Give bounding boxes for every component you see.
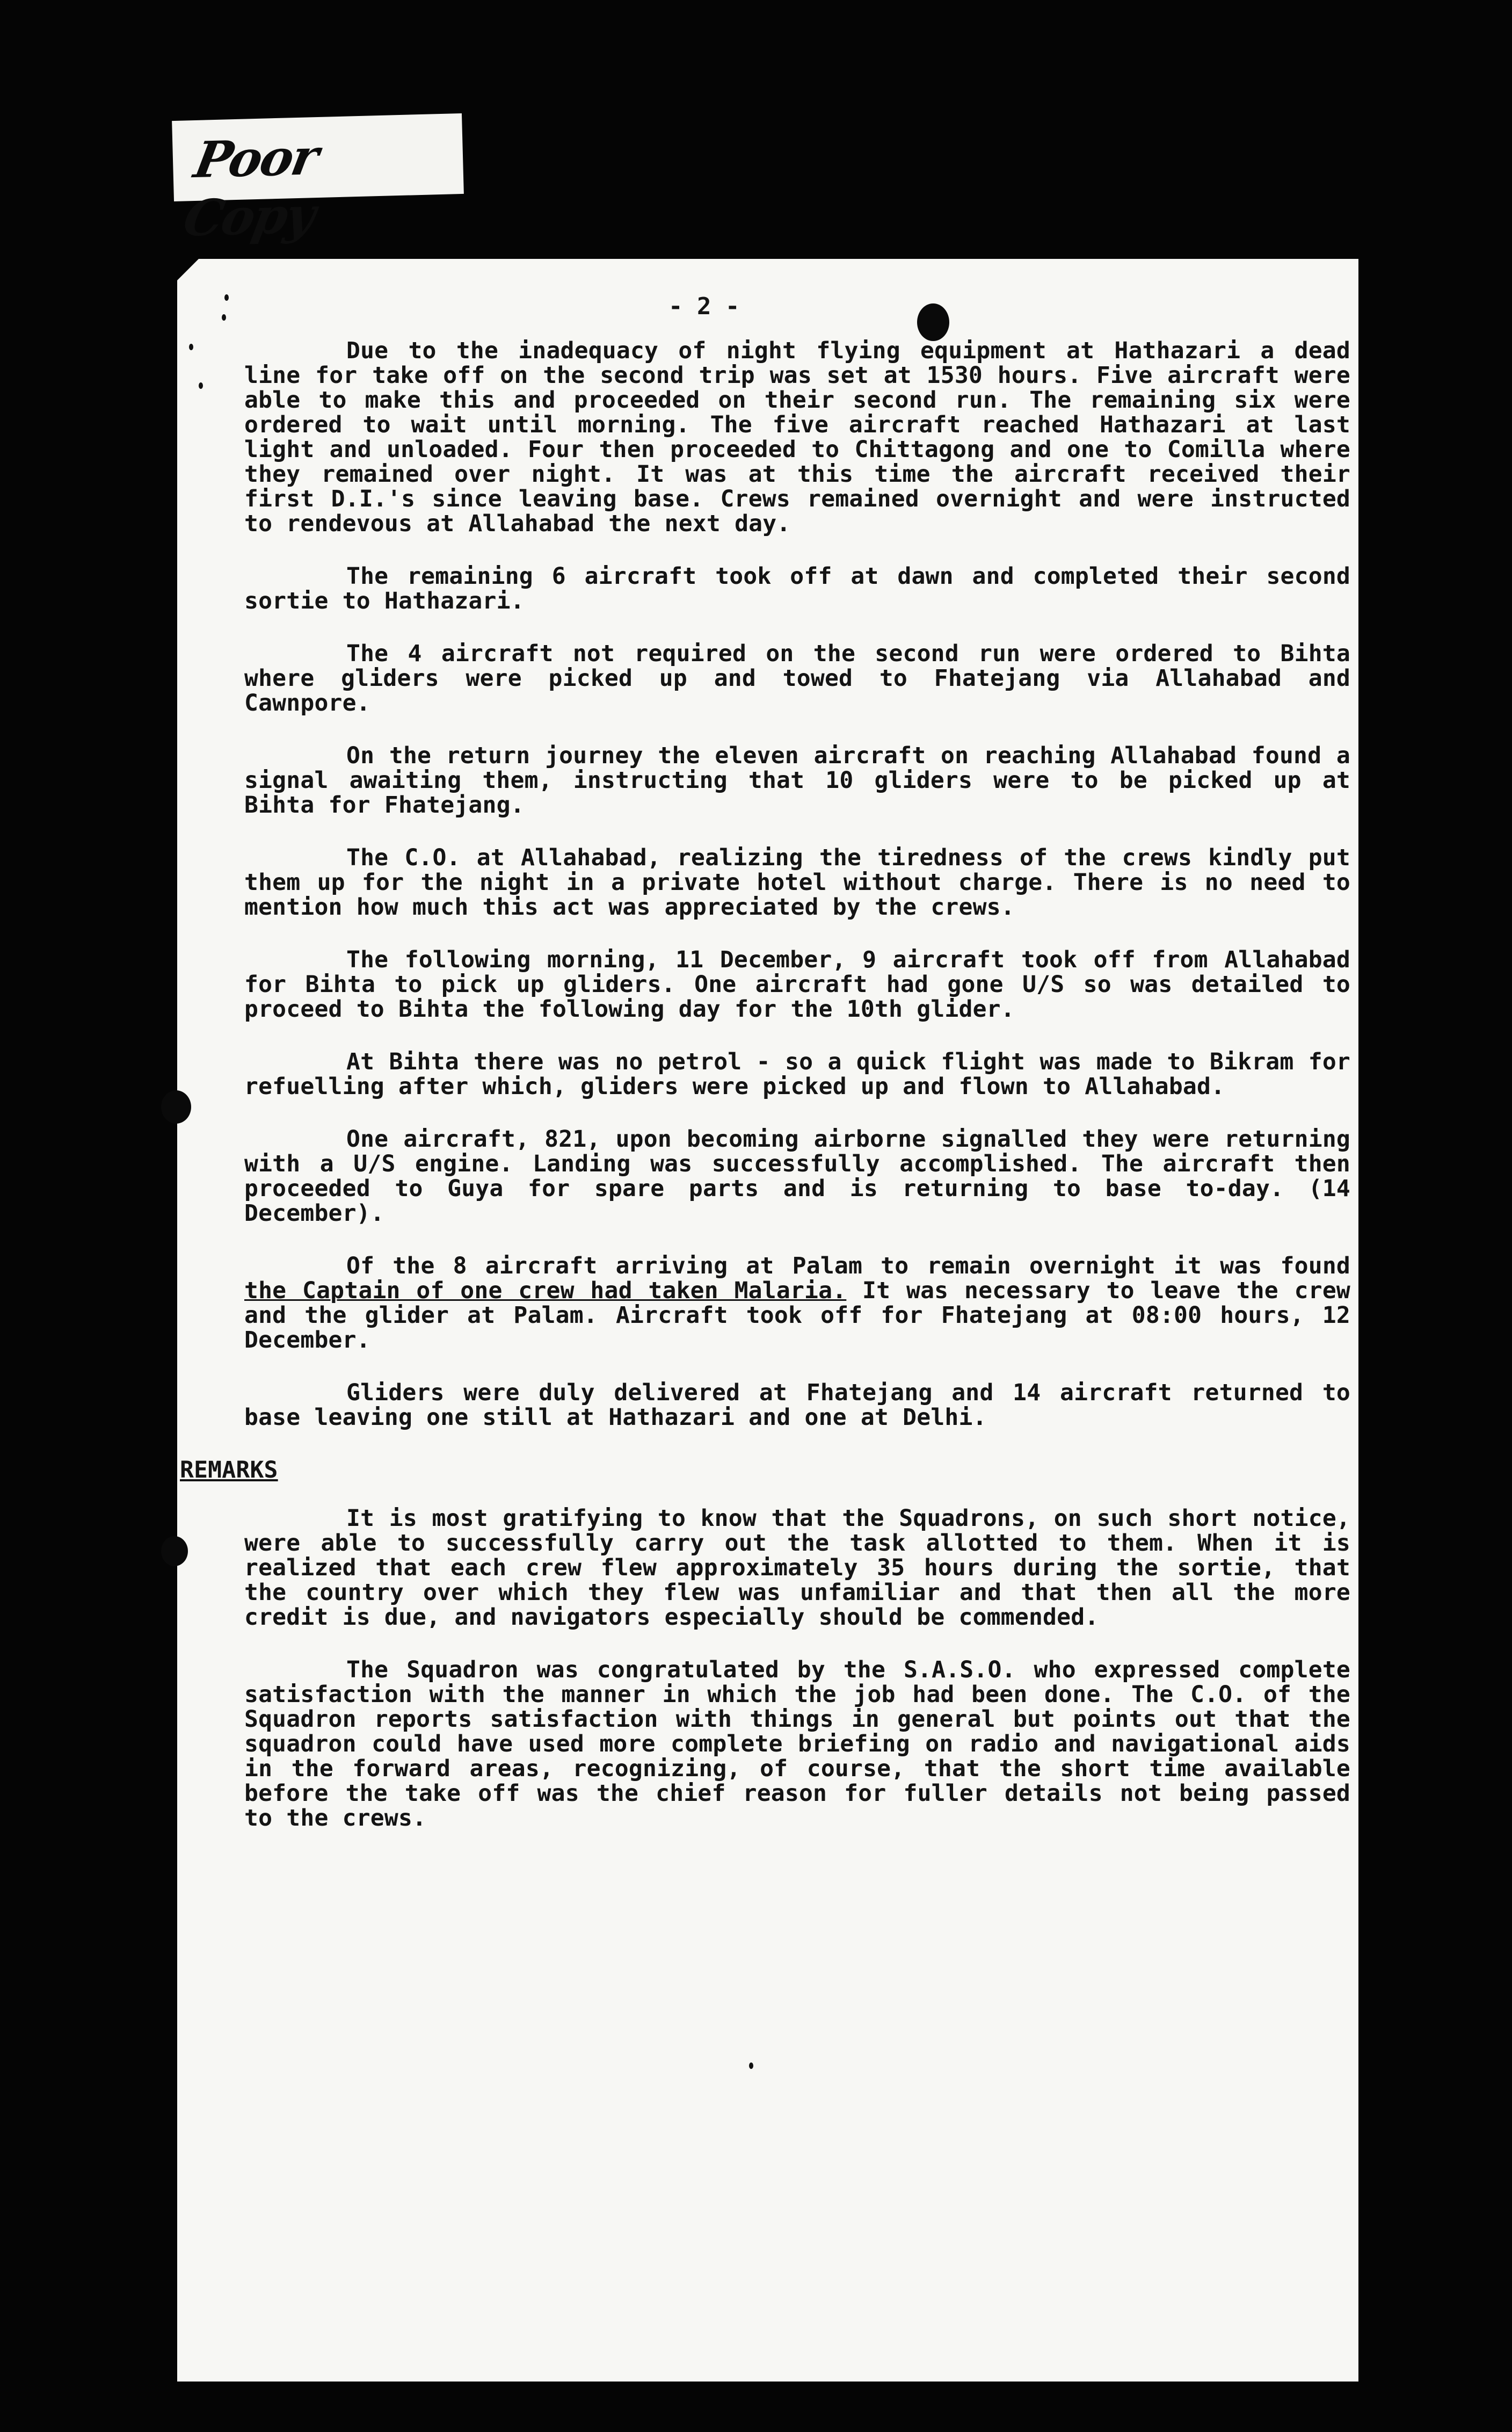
body-paragraph: One aircraft, 821, upon becoming airborne signalled they were returning with a U/S engine. Landing was successfully accomplished. The aircraft then proceeded to Guya for spare parts and is returning to base to-day. (14 December).: [244, 1126, 1350, 1227]
body-paragraph: On the return journey the eleven aircraft on reaching Allahabad found a signal awaiting them, instructing that 10 gliders were to be picked up at Bihta for Fhatejang.: [244, 742, 1350, 819]
body-paragraph: At Bihta there was no petrol - so a quick flight was made to Bikram for refuelling after which, gliders were picked up and flown to Allahabad.: [244, 1048, 1350, 1100]
remarks-paragraph: It is most gratifying to know that the Squadrons, on such short notice, were able to successfully carry out the task allotted to them. When it is realized that each crew flew approximately 35 hours during the sortie, that the country over which they flew was unfamiliar and that then all the more credit is due, and navigators especially should be commended.: [244, 1505, 1350, 1631]
speck: [222, 314, 226, 321]
document-body: [180, 337, 1350, 1858]
body-paragraph: Gliders were duly delivered at Fhatejang and 14 aircraft returned to base leaving one still at Hathazari and one at Delhi.: [244, 1379, 1350, 1431]
speck: [749, 2062, 753, 2069]
body-paragraph: The remaining 6 aircraft took off at dawn and completed their second sortie to Hathazari.: [244, 563, 1350, 614]
remarks-paragraph: The Squadron was congratulated by the S.A.S.O. who expressed complete satisfaction with the manner in which the job had been done. The C.O. of the Squadron reports satisfaction with things in general but points out that the squadron could have used more complete briefing on radio and navigational aids in the forward areas, recognizing, of course, that the short time available before the take off was the chief reason for fuller details not being passed to the crews.: [244, 1656, 1350, 1832]
palam-text-before: Of the 8 aircraft arriving at Palam to remain overnight it was found: [346, 1253, 1350, 1279]
punch-hole: [161, 1536, 188, 1566]
body-paragraph: The C.O. at Allahabad, realizing the tiredness of the crews kindly put them up for the night in a private hotel without charge. There is no need to mention how much this act was appreciated by the crews.: [244, 844, 1350, 921]
speck: [189, 344, 193, 350]
body-paragraph: Due to the inadequacy of night flying equipment at Hathazari a dead line for take off on the second trip was set at 1530 hours. Five aircraft were able to make this and proceeded on their second run. The remaining six were ordered to wait until morning. The five aircraft reached Hathazari at last light and unloaded. Four then proceeded to Chittagong and one to Comilla where they remained over night. It was at this time the aircraft received their first D.I.'s since leaving base. Crews remained overnight and were instructed to rendevous at Allahabad the next day.: [244, 337, 1350, 537]
palam-text-after: It was necessary to leave the crew and the glider at Palam. Aircraft took off for Fhatejang at 08:00 hours, 12 December.: [244, 1277, 1350, 1353]
speck: [199, 382, 203, 389]
handwritten-label-text: Poor Copy: [179, 127, 322, 248]
remarks-heading: REMARKS: [180, 1457, 278, 1483]
speck: [224, 294, 229, 301]
underlined-malaria-note: the Captain of one crew had taken Malaria.: [244, 1277, 847, 1304]
body-paragraph: The following morning, 11 December, 9 aircraft took off from Allahabad for Bihta to pick up gliders. One aircraft had gone U/S so was detailed to proceed to Bihta the following day for the 10th glider.: [244, 946, 1350, 1023]
body-paragraph: The 4 aircraft not required on the second run were ordered to Bihta where gliders were picked up and towed to Fhatejang via Allahabad and Cawnpore.: [244, 640, 1350, 716]
punch-hole: [917, 303, 949, 341]
page-number: - 2 -: [668, 293, 740, 320]
poor-copy-label: [172, 113, 464, 248]
palam-paragraph: [244, 1254, 1350, 1352]
punch-hole: [161, 1090, 191, 1124]
